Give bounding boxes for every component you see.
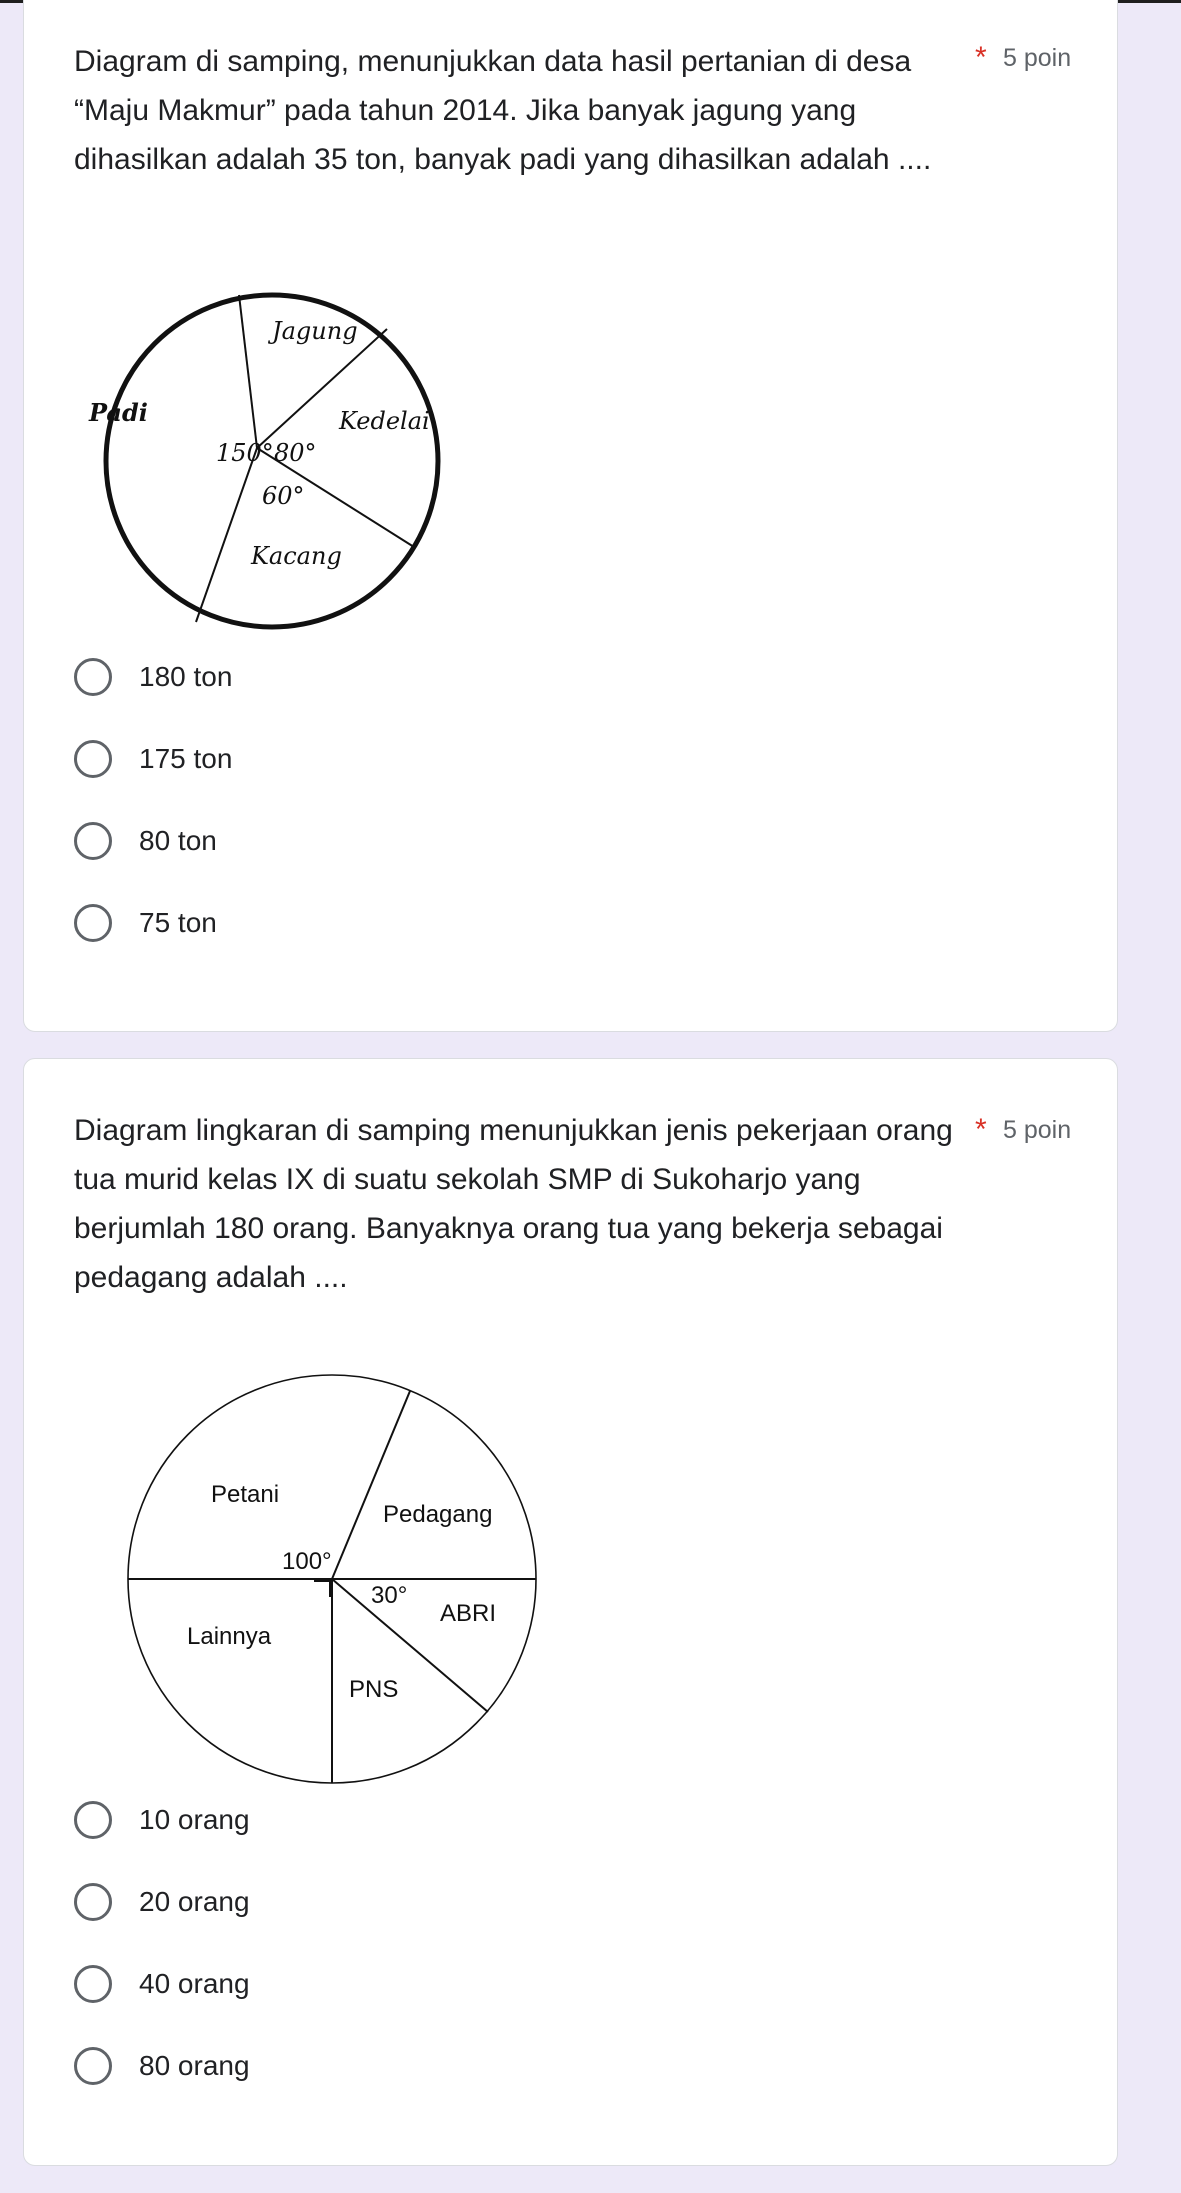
answer-option-label: 180 ton bbox=[139, 661, 233, 692]
answer-option-label: 175 ton bbox=[139, 743, 233, 774]
radio-button[interactable] bbox=[74, 904, 112, 942]
slice-label-jagung: Jagung bbox=[272, 317, 358, 345]
slice-label-petani: Petani bbox=[211, 1481, 280, 1508]
slice-label-padi: Padi bbox=[89, 398, 148, 427]
angle-label-petani: 100° bbox=[282, 1548, 332, 1575]
answer-option[interactable] bbox=[74, 2041, 250, 2091]
required-asterisk: * bbox=[975, 1113, 987, 1146]
question-text: Diagram di samping, menunjukkan data hasil pertanian di desa “Maju Makmur” pada tahun 2014. Jika banyak jagung yang dihasilkan adalah 35 ton, banyak padi yang dihasilkan adalah .... bbox=[74, 45, 932, 176]
angle-label-kedelai: 80° bbox=[274, 439, 317, 467]
slice-label-pns: PNS bbox=[349, 1676, 399, 1703]
answer-option[interactable] bbox=[74, 898, 217, 948]
angle-label-abri: 30° bbox=[371, 1582, 408, 1609]
answer-option-label: 20 orang bbox=[139, 1886, 250, 1917]
question-text: Diagram lingkaran di samping menunjukkan jenis pekerjaan orang tua murid kelas IX di suatu sekolah SMP di Sukoharjo yang berjumlah 180 orang. Banyaknya orang tua yang bekerja sebagai pedagang adalah .... bbox=[74, 1114, 953, 1294]
radio-button[interactable] bbox=[74, 740, 112, 778]
slice-label-lainnya: Lainnya bbox=[187, 1623, 272, 1650]
points-label: 5 poin bbox=[1003, 1116, 1072, 1144]
answer-option[interactable] bbox=[74, 816, 217, 866]
pie-chart-hasil-pertanian bbox=[84, 272, 484, 672]
question-card-1 bbox=[23, 0, 1118, 1032]
required-asterisk: * bbox=[975, 41, 987, 74]
slice-label-abri: ABRI bbox=[440, 1600, 497, 1627]
radio-button[interactable] bbox=[74, 1883, 112, 1921]
angle-label-padi: 150° bbox=[216, 439, 274, 467]
question-card-2 bbox=[23, 1058, 1118, 2166]
radio-button[interactable] bbox=[74, 1965, 112, 2003]
answer-option-label: 75 ton bbox=[139, 907, 217, 938]
radio-button[interactable] bbox=[74, 822, 112, 860]
answer-option[interactable] bbox=[74, 1959, 250, 2009]
angle-label-kacang: 60° bbox=[262, 482, 305, 510]
radio-button[interactable] bbox=[74, 2047, 112, 2085]
slice-label-kacang: Kacang bbox=[251, 542, 342, 570]
pie-chart-pekerjaan-orang-tua bbox=[124, 1367, 574, 1787]
answer-option-label: 40 orang bbox=[139, 1968, 250, 1999]
answer-option-label: 10 orang bbox=[139, 1804, 250, 1835]
answer-option[interactable] bbox=[74, 1877, 250, 1927]
radio-button[interactable] bbox=[74, 658, 112, 696]
slice-label-pedagang: Pedagang bbox=[383, 1501, 493, 1528]
answer-option-label: 80 ton bbox=[139, 825, 217, 856]
answer-option-label: 80 orang bbox=[139, 2050, 250, 2081]
slice-label-kedelai: Kedelai bbox=[339, 407, 430, 435]
answer-option[interactable] bbox=[74, 1795, 250, 1845]
answer-option[interactable] bbox=[74, 652, 232, 702]
points-label: 5 poin bbox=[1003, 44, 1072, 72]
answer-option[interactable] bbox=[74, 734, 232, 784]
radio-button[interactable] bbox=[74, 1801, 112, 1839]
